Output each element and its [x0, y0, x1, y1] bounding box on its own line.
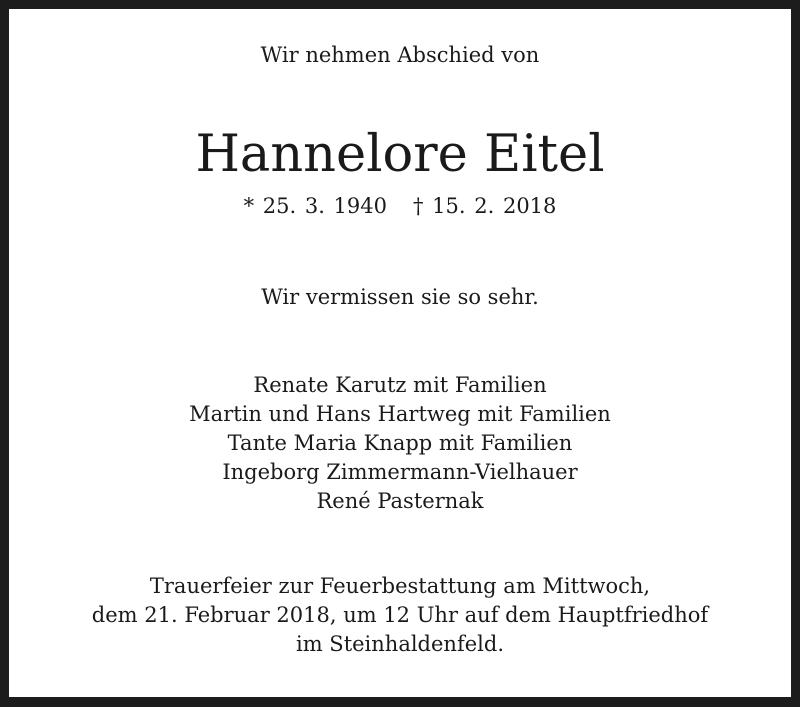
service-line: dem 21. Februar 2018, um 12 Uhr auf dem Hauptfriedhof: [91, 603, 709, 627]
mourners-list: [0, 371, 800, 516]
mourner-line: Martin und Hans Hartweg mit Familien: [189, 402, 611, 426]
intro-text: Wir nehmen Abschied von: [260, 43, 540, 67]
birth-date: * 25. 3. 1940: [243, 194, 387, 218]
mourner-line: Ingeborg Zimmermann-Vielhauer: [222, 460, 578, 484]
death-date: † 15. 2. 2018: [413, 194, 557, 218]
mourner-line: René Pasternak: [316, 489, 484, 513]
service-line: Trauerfeier zur Feuerbestattung am Mittwoch,: [149, 574, 651, 598]
mourner-line: Tante Maria Knapp mit Familien: [227, 431, 573, 455]
funeral-service-info: [0, 572, 800, 659]
mourner-line: Renate Karutz mit Familien: [253, 373, 547, 397]
service-line: im Steinhaldenfeld.: [296, 632, 504, 656]
life-dates: [0, 190, 800, 222]
deceased-name: Hannelore Eitel: [195, 125, 605, 184]
quote-text: Wir vermissen sie so sehr.: [261, 285, 539, 309]
